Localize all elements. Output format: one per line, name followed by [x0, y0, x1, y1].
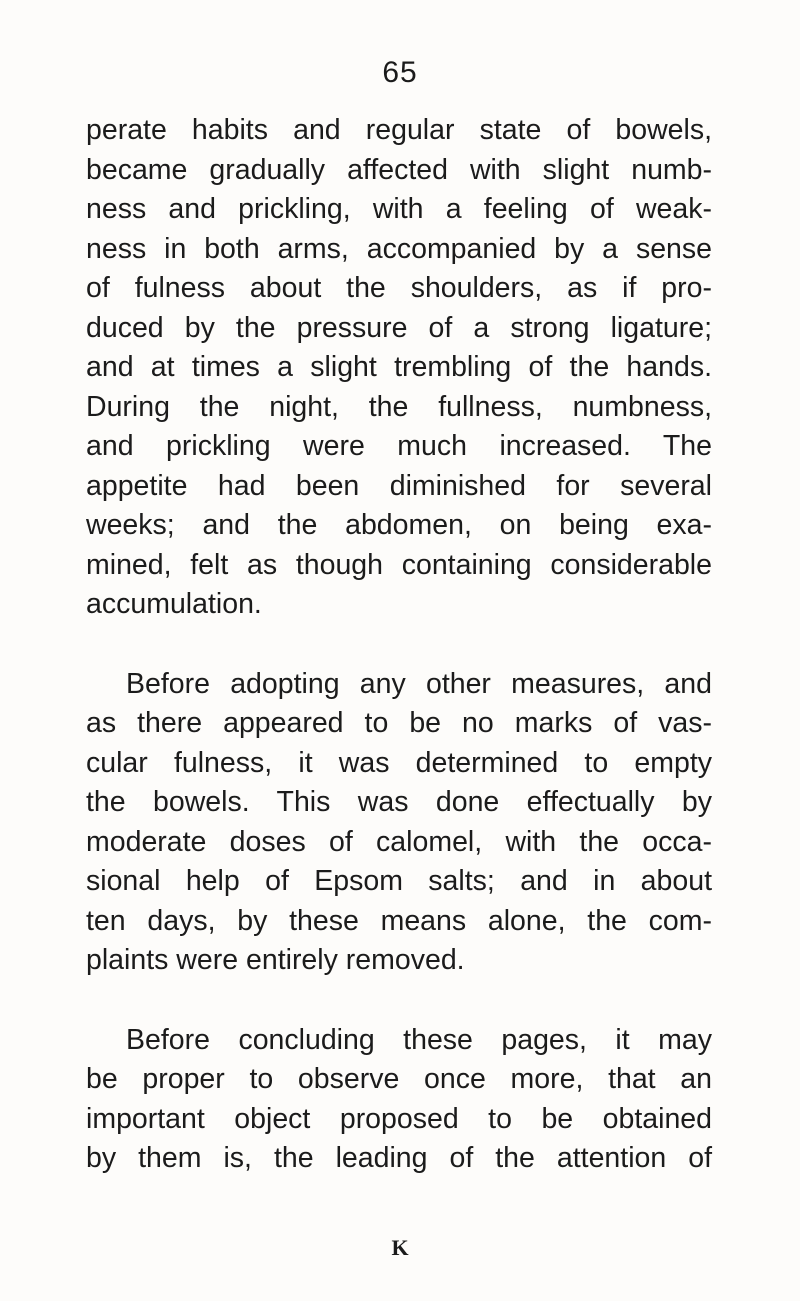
text-line: by them is, the leading of the attention of: [86, 1142, 712, 1174]
text-line: and prickling were much increased. The: [86, 430, 712, 462]
text-line: moderate doses of calomel, with the occa-: [86, 825, 712, 858]
text-line: During the night, the fullness, numbness,: [86, 390, 712, 423]
text-line: be proper to observe once more, that an: [86, 1063, 712, 1095]
text-line: weeks; and the abdomen, on being exa-: [86, 509, 712, 541]
paragraph: [86, 111, 712, 625]
paragraph-gap: [86, 981, 712, 1021]
text-line: Before concluding these pages, it may: [126, 1023, 712, 1056]
text-line: cular fulness, it was determined to empty: [86, 746, 712, 779]
text-line: mined, felt as though containing considerable: [86, 548, 712, 581]
text-line: duced by the pressure of a strong ligature;: [86, 311, 712, 344]
text-line: became gradually affected with slight numb-: [86, 153, 712, 186]
paragraph-gap: [86, 625, 712, 665]
text-line: plaints were entirely removed.: [86, 944, 465, 976]
text-line: accumulation.: [86, 588, 262, 620]
text-line: ness in both arms, accompanied by a sense: [86, 232, 712, 265]
text-line: ness and prickling, with a feeling of weak-: [86, 193, 712, 225]
text-line: sional help of Epsom salts; and in about: [86, 865, 712, 897]
paragraph: [86, 665, 712, 981]
text-line: the bowels. This was done effectually by: [86, 786, 712, 818]
body-text: [86, 111, 712, 1179]
signature-mark: K: [391, 1235, 409, 1260]
text-line: of fulness about the shoulders, as if pro-: [86, 272, 712, 304]
text-line: important object proposed to be obtained: [86, 1102, 712, 1135]
paragraph: [86, 1021, 712, 1179]
text-line: as there appeared to be no marks of vas-: [86, 707, 712, 739]
text-line: appetite had been diminished for several: [86, 469, 712, 502]
page-number: 65: [382, 56, 418, 89]
text-line: ten days, by these means alone, the com-: [86, 904, 712, 937]
text-line: Before adopting any other measures, and: [126, 667, 712, 700]
text-line: perate habits and regular state of bowels,: [86, 114, 712, 146]
text-line: and at times a slight trembling of the hands.: [86, 351, 712, 383]
